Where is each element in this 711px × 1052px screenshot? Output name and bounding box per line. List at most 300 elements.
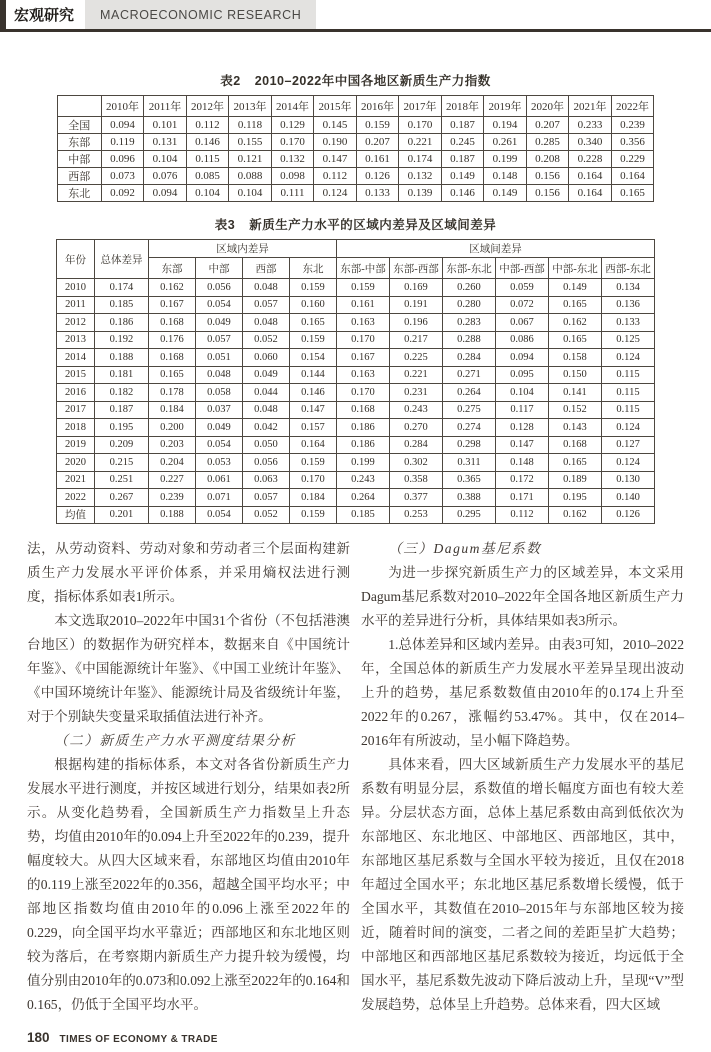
table3-between-col-header: 中部-西部 — [495, 258, 548, 279]
table3-row — [56, 296, 654, 314]
overall-gini-value: 0.195 — [94, 419, 148, 437]
year-label: 2011 — [56, 296, 94, 314]
table3-body — [56, 279, 654, 524]
between-gini-value: 0.189 — [548, 471, 601, 489]
between-gini-value: 0.168 — [548, 436, 601, 454]
year-label: 2013 — [56, 331, 94, 349]
overall-gini-value: 0.251 — [94, 471, 148, 489]
between-gini-value: 0.275 — [442, 401, 495, 419]
within-gini-value: 0.048 — [242, 314, 289, 332]
between-gini-value: 0.253 — [389, 506, 442, 524]
index-value: 0.112 — [186, 117, 229, 134]
index-value: 0.228 — [569, 151, 612, 168]
index-value: 0.245 — [441, 134, 484, 151]
index-value: 0.146 — [186, 134, 229, 151]
index-value: 0.165 — [611, 185, 654, 202]
table2-row — [57, 117, 654, 134]
table3-row — [56, 349, 654, 367]
table3-header-overall: 总体差异 — [94, 240, 148, 279]
index-value: 0.124 — [314, 185, 357, 202]
within-gini-value: 0.054 — [195, 296, 242, 314]
between-gini-value: 0.377 — [389, 489, 442, 507]
between-gini-value: 0.067 — [495, 314, 548, 332]
between-gini-value: 0.152 — [548, 401, 601, 419]
between-gini-value: 0.186 — [336, 436, 389, 454]
page-number: 180 — [27, 1030, 50, 1045]
table3-between-col-header: 中部-东北 — [548, 258, 601, 279]
table3-row — [56, 401, 654, 419]
index-value: 0.156 — [526, 168, 569, 185]
between-gini-value: 0.162 — [548, 314, 601, 332]
between-gini-value: 0.115 — [601, 384, 654, 402]
index-value: 0.132 — [399, 168, 442, 185]
between-gini-value: 0.191 — [389, 296, 442, 314]
overall-gini-value: 0.192 — [94, 331, 148, 349]
year-label: 2021 — [56, 471, 94, 489]
between-gini-value: 0.124 — [601, 454, 654, 472]
between-gini-value: 0.095 — [495, 366, 548, 384]
between-gini-value: 0.288 — [442, 331, 495, 349]
between-gini-value: 0.147 — [495, 436, 548, 454]
between-gini-value: 0.136 — [601, 296, 654, 314]
within-gini-value: 0.057 — [242, 489, 289, 507]
index-value: 0.161 — [356, 151, 399, 168]
within-gini-value: 0.057 — [195, 331, 242, 349]
between-gini-value: 0.231 — [389, 384, 442, 402]
region-label: 西部 — [57, 168, 101, 185]
table3-row — [56, 279, 654, 297]
table3-row — [56, 471, 654, 489]
within-gini-value: 0.162 — [148, 279, 195, 297]
index-value: 0.076 — [144, 168, 187, 185]
table3-row — [56, 436, 654, 454]
index-value: 0.199 — [484, 151, 527, 168]
index-value: 0.207 — [356, 134, 399, 151]
within-gini-value: 0.056 — [242, 454, 289, 472]
between-gini-value: 0.264 — [336, 489, 389, 507]
year-label: 2019 — [56, 436, 94, 454]
table3-within-col-header: 中部 — [195, 258, 242, 279]
between-gini-value: 0.165 — [548, 454, 601, 472]
within-gini-value: 0.159 — [289, 454, 336, 472]
between-gini-value: 0.128 — [495, 419, 548, 437]
within-gini-value: 0.167 — [148, 296, 195, 314]
between-gini-value: 0.112 — [495, 506, 548, 524]
within-gini-value: 0.239 — [148, 489, 195, 507]
between-gini-value: 0.217 — [389, 331, 442, 349]
between-gini-value: 0.186 — [336, 419, 389, 437]
between-gini-value: 0.162 — [548, 506, 601, 524]
index-value: 0.104 — [144, 151, 187, 168]
table2-col-header: 2012年 — [186, 96, 229, 117]
year-label: 2015 — [56, 366, 94, 384]
between-gini-value: 0.115 — [601, 401, 654, 419]
index-value: 0.147 — [314, 151, 357, 168]
table2-col-header: 2019年 — [484, 96, 527, 117]
region-label: 全国 — [57, 117, 101, 134]
table3-between-col-header: 东部-东北 — [442, 258, 495, 279]
index-value: 0.164 — [569, 168, 612, 185]
within-gini-value: 0.049 — [195, 314, 242, 332]
between-gini-value: 0.125 — [601, 331, 654, 349]
index-value: 0.207 — [526, 117, 569, 134]
index-value: 0.190 — [314, 134, 357, 151]
within-gini-value: 0.052 — [242, 331, 289, 349]
table2 — [57, 95, 655, 202]
year-label: 2017 — [56, 401, 94, 419]
between-gini-value: 0.243 — [389, 401, 442, 419]
overall-gini-value: 0.186 — [94, 314, 148, 332]
overall-gini-value: 0.215 — [94, 454, 148, 472]
overall-gini-value: 0.201 — [94, 506, 148, 524]
table2-col-header: 2017年 — [399, 96, 442, 117]
year-label: 均值 — [56, 506, 94, 524]
index-value: 0.092 — [101, 185, 144, 202]
between-gini-value: 0.072 — [495, 296, 548, 314]
within-gini-value: 0.164 — [289, 436, 336, 454]
between-gini-value: 0.171 — [495, 489, 548, 507]
index-value: 0.149 — [441, 168, 484, 185]
overall-gini-value: 0.209 — [94, 436, 148, 454]
section-title-cn: 宏观研究 — [14, 7, 75, 24]
between-gini-value: 0.295 — [442, 506, 495, 524]
table2-caption: 2010–2022年中国各地区新质生产力指数 — [254, 74, 491, 88]
table3-row — [56, 419, 654, 437]
body-paragraph: 具体来看，四大区域新质生产力发展水平的基尼系数有明显分层，系数值的增长幅度方面也有较大差异。分层状态方面，总体上基尼系数由高到低依次为东部地区、东北地区、中部地区、西部地区，其中，东部地区基尼系数与全国水平较为接近，且仅在2018年超过全国水平；东北地区基尼系数增长缓慢，低于全国水平，其数值在2010–2015年与东部地区较为接近，随着时间的演变，二者之间的差距呈扩大趋势；中部地区和西部地区基尼系数较为接近，均远低于全国水平，基尼系数先波动下降后波动上升，呈现“V”型发展趋势，总体呈上升趋势。总体来看，四大区域 — [361, 757, 684, 1012]
table2-col-header — [57, 96, 101, 117]
table2-col-header: 2011年 — [144, 96, 187, 117]
within-gini-value: 0.154 — [289, 349, 336, 367]
table3-header-between-group: 区域间差异 — [336, 240, 654, 258]
table3-row — [56, 489, 654, 507]
table2-row — [57, 185, 654, 202]
between-gini-value: 0.126 — [601, 506, 654, 524]
between-gini-value: 0.124 — [601, 349, 654, 367]
table2-number: 表2 — [220, 74, 241, 88]
index-value: 0.121 — [229, 151, 272, 168]
within-gini-value: 0.204 — [148, 454, 195, 472]
between-gini-value: 0.170 — [336, 384, 389, 402]
table3-between-col-header: 东部-西部 — [389, 258, 442, 279]
between-gini-value: 0.149 — [548, 279, 601, 297]
between-gini-value: 0.260 — [442, 279, 495, 297]
index-value: 0.098 — [271, 168, 314, 185]
between-gini-value: 0.140 — [601, 489, 654, 507]
between-gini-value: 0.243 — [336, 471, 389, 489]
between-gini-value: 0.221 — [389, 366, 442, 384]
between-gini-value: 0.388 — [442, 489, 495, 507]
region-label: 中部 — [57, 151, 101, 168]
index-value: 0.187 — [441, 117, 484, 134]
within-gini-value: 0.061 — [195, 471, 242, 489]
table3-caption: 新质生产力水平的区域内差异及区域间差异 — [249, 218, 497, 232]
within-gini-value: 0.157 — [289, 419, 336, 437]
table2-col-header: 2013年 — [229, 96, 272, 117]
between-gini-value: 0.270 — [389, 419, 442, 437]
body-paragraph: 法，从劳动资料、劳动对象和劳动者三个层面构建新质生产力发展水平评价体系，并采用熵权法进行测度，指标体系如表1所示。 — [27, 541, 350, 604]
table3-within-col-header: 西部 — [242, 258, 289, 279]
index-value: 0.112 — [314, 168, 357, 185]
within-gini-value: 0.057 — [242, 296, 289, 314]
index-value: 0.088 — [229, 168, 272, 185]
table3-number: 表3 — [214, 218, 236, 232]
section-title-en: MACROECONOMIC RESEARCH — [85, 0, 316, 29]
year-label: 2010 — [56, 279, 94, 297]
index-value: 0.155 — [229, 134, 272, 151]
within-gini-value: 0.063 — [242, 471, 289, 489]
between-gini-value: 0.163 — [336, 366, 389, 384]
index-value: 0.094 — [144, 185, 187, 202]
within-gini-value: 0.146 — [289, 384, 336, 402]
index-value: 0.187 — [441, 151, 484, 168]
within-gini-value: 0.053 — [195, 454, 242, 472]
journal-name: TIMES OF ECONOMY & TRADE — [59, 1034, 218, 1045]
within-gini-value: 0.165 — [148, 366, 195, 384]
within-gini-value: 0.060 — [242, 349, 289, 367]
within-gini-value: 0.049 — [195, 419, 242, 437]
table2-col-header: 2016年 — [356, 96, 399, 117]
between-gini-value: 0.165 — [548, 296, 601, 314]
between-gini-value: 0.117 — [495, 401, 548, 419]
year-label: 2016 — [56, 384, 94, 402]
masthead — [0, 0, 711, 29]
index-value: 0.156 — [526, 185, 569, 202]
between-gini-value: 0.284 — [389, 436, 442, 454]
between-gini-value: 0.059 — [495, 279, 548, 297]
within-gini-value: 0.176 — [148, 331, 195, 349]
index-value: 0.101 — [144, 117, 187, 134]
within-gini-value: 0.044 — [242, 384, 289, 402]
overall-gini-value: 0.187 — [94, 401, 148, 419]
index-value: 0.104 — [186, 185, 229, 202]
index-value: 0.261 — [484, 134, 527, 151]
within-gini-value: 0.071 — [195, 489, 242, 507]
index-value: 0.104 — [229, 185, 272, 202]
index-value: 0.115 — [186, 151, 229, 168]
body-paragraph: 根据构建的指标体系，本文对各省份新质生产力发展水平进行测度，并按区域进行划分，结果如表2所示。从变化趋势看，全国新质生产力指数呈上升态势，均值由2010年的0.094上升至2022年的0.239，提升幅度较大。从四大区域来看，东部地区均值由2010年的0.119上涨至2022年的0.356，超越全国平均水平；中部地区指数均值由2010年的0.096上涨至2022年的0.229，向全国平均水平靠近；西部地区和东北地区则较为落后，在考察期内新质生产力提升较为缓慢，均值分别由2010年的0.073和0.092上涨至2022年的0.164和0.165，仍低于全国平均水平。 — [27, 757, 350, 1012]
overall-gini-value: 0.174 — [94, 279, 148, 297]
index-value: 0.133 — [356, 185, 399, 202]
within-gini-value: 0.037 — [195, 401, 242, 419]
between-gini-value: 0.158 — [548, 349, 601, 367]
between-gini-value: 0.195 — [548, 489, 601, 507]
index-value: 0.085 — [186, 168, 229, 185]
within-gini-value: 0.170 — [289, 471, 336, 489]
section-heading: （二）新质生产力水平测度结果分析 — [54, 733, 296, 748]
table2-row — [57, 168, 654, 185]
between-gini-value: 0.264 — [442, 384, 495, 402]
between-gini-value: 0.302 — [389, 454, 442, 472]
within-gini-value: 0.227 — [148, 471, 195, 489]
within-gini-value: 0.168 — [148, 349, 195, 367]
table3-title — [0, 215, 711, 233]
body-paragraph: 1.总体差异和区域内差异。由表3可知，2010–2022年，全国总体的新质生产力发展水平差异呈现出波动上升的趋势，基尼系数数值由2010年的0.174上升至2022年的0.267，涨幅约53.47%。其中，仅在2014–2016年有所波动，呈小幅下降趋势。 — [361, 637, 684, 748]
within-gini-value: 0.147 — [289, 401, 336, 419]
index-value: 0.229 — [611, 151, 654, 168]
index-value: 0.170 — [271, 134, 314, 151]
within-gini-value: 0.184 — [289, 489, 336, 507]
between-gini-value: 0.148 — [495, 454, 548, 472]
table3-within-col-header: 东部 — [148, 258, 195, 279]
between-gini-value: 0.280 — [442, 296, 495, 314]
between-gini-value: 0.150 — [548, 366, 601, 384]
between-gini-value: 0.284 — [442, 349, 495, 367]
between-gini-value: 0.170 — [336, 331, 389, 349]
index-value: 0.164 — [611, 168, 654, 185]
table2-col-header: 2022年 — [611, 96, 654, 117]
table2-col-header: 2021年 — [569, 96, 612, 117]
index-value: 0.174 — [399, 151, 442, 168]
table2-row — [57, 134, 654, 151]
index-value: 0.119 — [101, 134, 144, 151]
table2-col-header: 2015年 — [314, 96, 357, 117]
section-heading: （三）Dagum基尼系数 — [388, 541, 542, 556]
table3-header-year: 年份 — [56, 240, 94, 279]
table3-header-within-group: 区域内差异 — [148, 240, 336, 258]
index-value: 0.094 — [101, 117, 144, 134]
index-value: 0.073 — [101, 168, 144, 185]
table3-row — [56, 506, 654, 524]
between-gini-value: 0.094 — [495, 349, 548, 367]
table2-title — [0, 71, 711, 89]
within-gini-value: 0.144 — [289, 366, 336, 384]
index-value: 0.139 — [399, 185, 442, 202]
year-label: 2022 — [56, 489, 94, 507]
index-value: 0.148 — [484, 168, 527, 185]
index-value: 0.145 — [314, 117, 357, 134]
within-gini-value: 0.048 — [242, 279, 289, 297]
between-gini-value: 0.365 — [442, 471, 495, 489]
index-value: 0.164 — [569, 185, 612, 202]
between-gini-value: 0.127 — [601, 436, 654, 454]
within-gini-value: 0.048 — [242, 401, 289, 419]
between-gini-value: 0.283 — [442, 314, 495, 332]
region-label: 东北 — [57, 185, 101, 202]
index-value: 0.194 — [484, 117, 527, 134]
between-gini-value: 0.169 — [389, 279, 442, 297]
body-paragraph: 本文选取2010–2022年中国31个省份（不包括港澳台地区）的数据作为研究样本，数据来自《中国统计年鉴》、《中国能源统计年鉴》、《中国工业统计年鉴》、《中国环境统计年鉴》、能源统计局及省级统计年鉴，对于个别缺失变量采取插值法进行补齐。 — [27, 613, 350, 724]
index-value: 0.146 — [441, 185, 484, 202]
overall-gini-value: 0.181 — [94, 366, 148, 384]
index-value: 0.126 — [356, 168, 399, 185]
article-body — [0, 537, 711, 1017]
within-gini-value: 0.200 — [148, 419, 195, 437]
index-value: 0.208 — [526, 151, 569, 168]
table2-col-header: 2014年 — [271, 96, 314, 117]
index-value: 0.221 — [399, 134, 442, 151]
right-column — [361, 537, 684, 1017]
within-gini-value: 0.159 — [289, 279, 336, 297]
between-gini-value: 0.225 — [389, 349, 442, 367]
between-gini-value: 0.115 — [601, 366, 654, 384]
between-gini-value: 0.163 — [336, 314, 389, 332]
table3-row — [56, 366, 654, 384]
table3-row — [56, 314, 654, 332]
within-gini-value: 0.165 — [289, 314, 336, 332]
overall-gini-value: 0.185 — [94, 296, 148, 314]
within-gini-value: 0.054 — [195, 506, 242, 524]
index-value: 0.340 — [569, 134, 612, 151]
index-value: 0.129 — [271, 117, 314, 134]
between-gini-value: 0.165 — [548, 331, 601, 349]
overall-gini-value: 0.182 — [94, 384, 148, 402]
within-gini-value: 0.050 — [242, 436, 289, 454]
between-gini-value: 0.124 — [601, 419, 654, 437]
within-gini-value: 0.054 — [195, 436, 242, 454]
within-gini-value: 0.184 — [148, 401, 195, 419]
within-gini-value: 0.052 — [242, 506, 289, 524]
between-gini-value: 0.199 — [336, 454, 389, 472]
table2-body — [57, 117, 654, 202]
within-gini-value: 0.168 — [148, 314, 195, 332]
between-gini-value: 0.134 — [601, 279, 654, 297]
index-value: 0.149 — [484, 185, 527, 202]
page-footer — [27, 1030, 218, 1045]
between-gini-value: 0.133 — [601, 314, 654, 332]
between-gini-value: 0.168 — [336, 401, 389, 419]
within-gini-value: 0.049 — [242, 366, 289, 384]
index-value: 0.159 — [356, 117, 399, 134]
between-gini-value: 0.159 — [336, 279, 389, 297]
within-gini-value: 0.203 — [148, 436, 195, 454]
body-paragraph: 为进一步探究新质生产力的区域差异，本文采用Dagum基尼系数对2010–2022年全国各地区新质生产力水平的差异进行分析，具体结果如表3所示。 — [361, 565, 684, 628]
overall-gini-value: 0.188 — [94, 349, 148, 367]
index-value: 0.233 — [569, 117, 612, 134]
header-rule — [0, 29, 711, 32]
region-label: 东部 — [57, 134, 101, 151]
table3-row — [56, 331, 654, 349]
between-gini-value: 0.196 — [389, 314, 442, 332]
between-gini-value: 0.104 — [495, 384, 548, 402]
table3-between-col-header: 东部-中部 — [336, 258, 389, 279]
index-value: 0.356 — [611, 134, 654, 151]
between-gini-value: 0.274 — [442, 419, 495, 437]
between-gini-value: 0.143 — [548, 419, 601, 437]
between-gini-value: 0.185 — [336, 506, 389, 524]
between-gini-value: 0.161 — [336, 296, 389, 314]
between-gini-value: 0.358 — [389, 471, 442, 489]
within-gini-value: 0.056 — [195, 279, 242, 297]
index-value: 0.118 — [229, 117, 272, 134]
index-value: 0.132 — [271, 151, 314, 168]
between-gini-value: 0.311 — [442, 454, 495, 472]
table2-row — [57, 151, 654, 168]
within-gini-value: 0.048 — [195, 366, 242, 384]
between-gini-value: 0.086 — [495, 331, 548, 349]
overall-gini-value: 0.267 — [94, 489, 148, 507]
table2-col-header: 2010年 — [101, 96, 144, 117]
within-gini-value: 0.160 — [289, 296, 336, 314]
table3-within-col-header: 东北 — [289, 258, 336, 279]
within-gini-value: 0.042 — [242, 419, 289, 437]
index-value: 0.239 — [611, 117, 654, 134]
within-gini-value: 0.159 — [289, 506, 336, 524]
between-gini-value: 0.141 — [548, 384, 601, 402]
within-gini-value: 0.058 — [195, 384, 242, 402]
left-column — [27, 537, 350, 1017]
table3-row — [56, 384, 654, 402]
within-gini-value: 0.178 — [148, 384, 195, 402]
index-value: 0.285 — [526, 134, 569, 151]
table2-header-row — [57, 96, 654, 117]
year-label: 2018 — [56, 419, 94, 437]
index-value: 0.131 — [144, 134, 187, 151]
between-gini-value: 0.298 — [442, 436, 495, 454]
index-value: 0.111 — [271, 185, 314, 202]
year-label: 2014 — [56, 349, 94, 367]
between-gini-value: 0.172 — [495, 471, 548, 489]
table3-row — [56, 454, 654, 472]
